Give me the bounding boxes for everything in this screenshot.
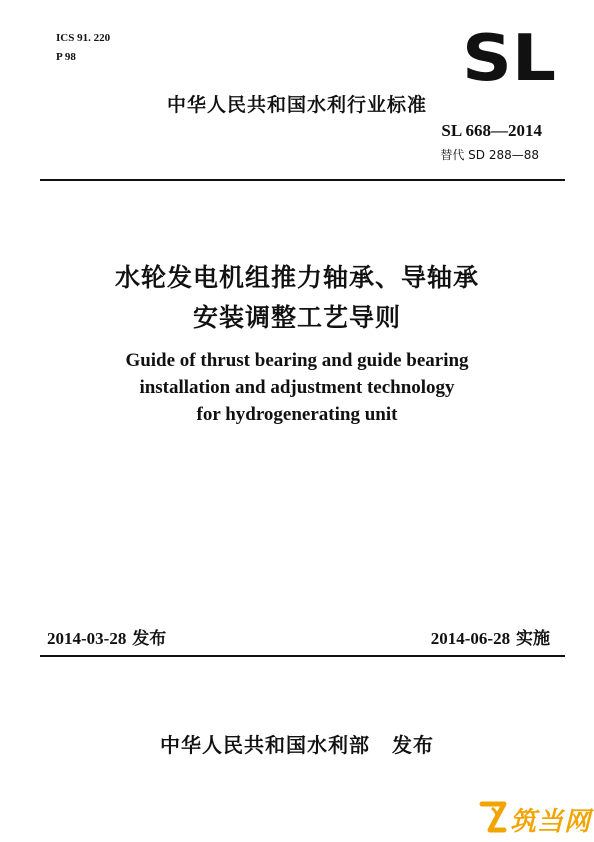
- top-divider: [40, 179, 565, 181]
- publisher-line: [0, 729, 594, 758]
- effective-date-block: [431, 624, 550, 649]
- effective-label: 实施: [516, 629, 550, 649]
- title-zh-line1: 水轮发电机组推力轴承、导轴承: [114, 263, 479, 292]
- standard-category-title: 中华人民共和国水利行业标准: [166, 94, 427, 116]
- watermark-logo-icon: [478, 800, 508, 834]
- ics-code: ICS 91. 220: [56, 32, 111, 44]
- issue-date: 2014-03-28: [47, 629, 127, 648]
- effective-date: 2014-06-28: [430, 629, 511, 648]
- issue-date-block: [47, 624, 166, 649]
- publish-label: 发布: [392, 733, 434, 757]
- replaces-note: 替代 SD 288—88: [440, 148, 539, 162]
- issue-label: 发布: [132, 629, 167, 649]
- publisher-name: 中华人民共和国水利部: [160, 733, 370, 757]
- title-en-line3: for hydrogenerating unit: [196, 404, 398, 425]
- logo-text: SL: [462, 30, 556, 84]
- sl-logo: [461, 30, 557, 84]
- watermark-text: 筑当网: [510, 807, 592, 837]
- bottom-divider: [40, 655, 565, 657]
- classification-code: P 98: [56, 51, 76, 63]
- title-en-line1: Guide of thrust bearing and guide bearing: [125, 350, 469, 371]
- standard-number: SL 668—2014: [441, 121, 542, 140]
- title-en-line2: installation and adjustment technology: [139, 377, 455, 398]
- title-zh-line2: 安装调整工艺导则: [192, 303, 401, 332]
